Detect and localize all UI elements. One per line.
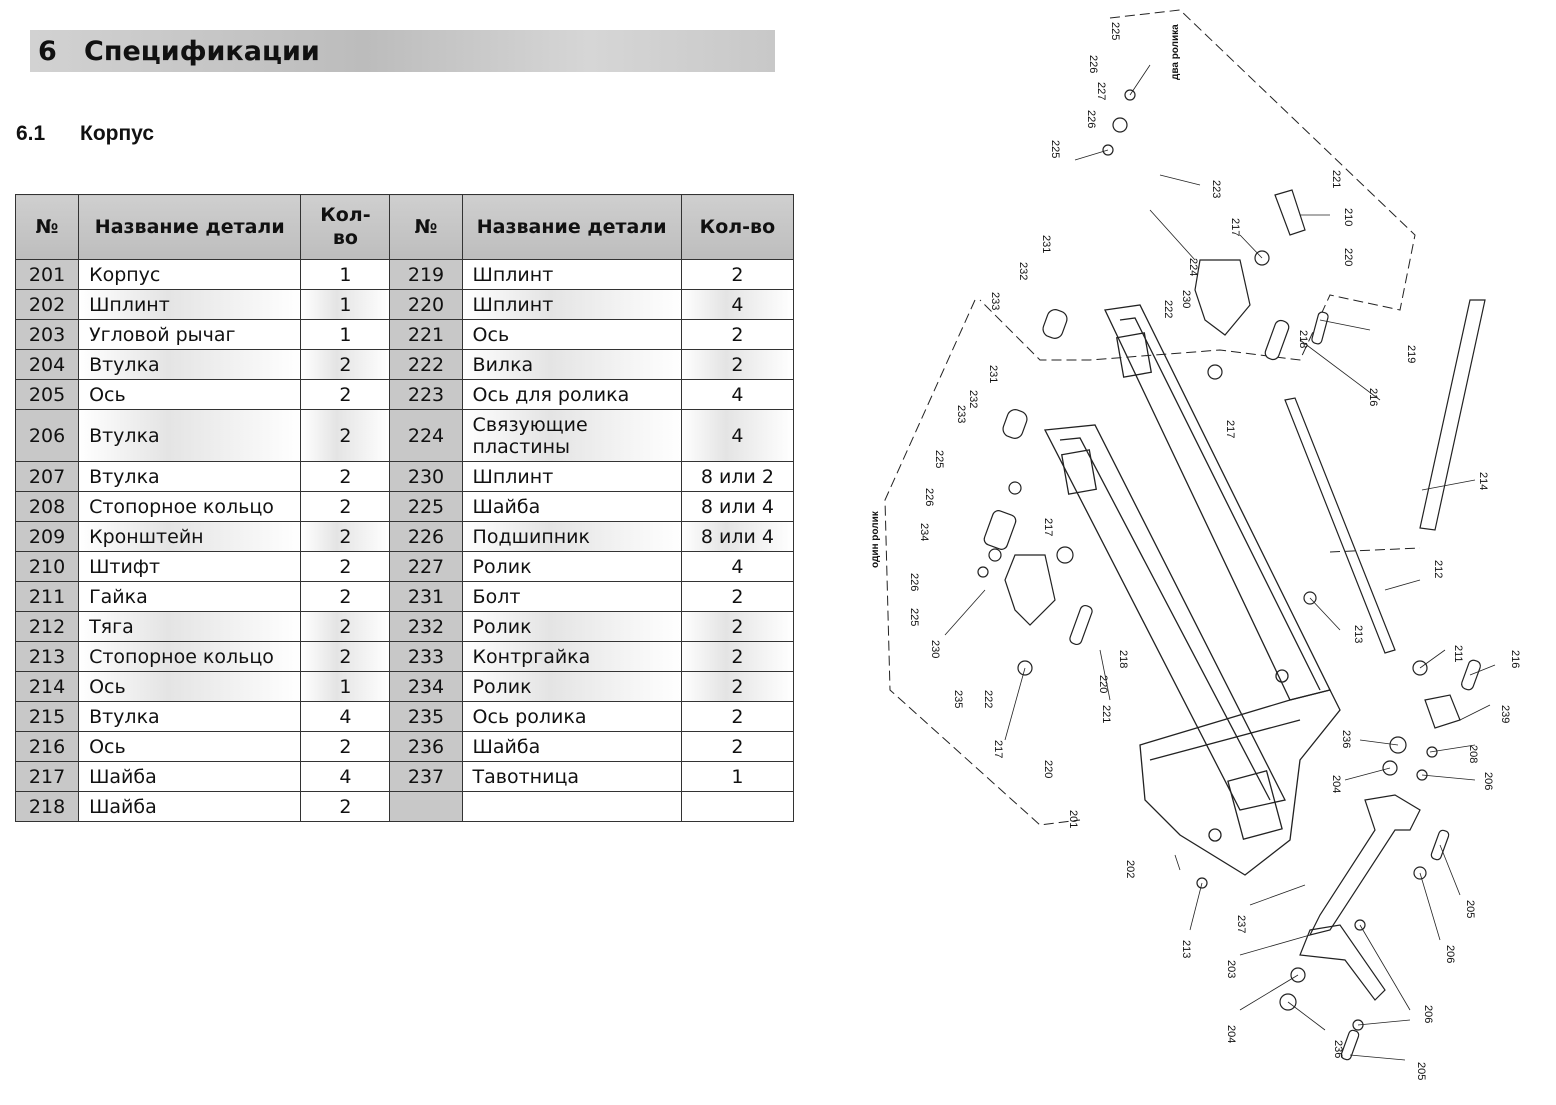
part-quantity: 2 (681, 350, 793, 380)
part-number: 204 (16, 350, 79, 380)
part-name: Ось (79, 732, 301, 762)
part-name: Шайба (79, 792, 301, 822)
callout-number: 216 (1509, 650, 1521, 669)
part-quantity: 2 (681, 260, 793, 290)
part-number: 216 (16, 732, 79, 762)
callout-number: 234 (918, 523, 930, 542)
part-number: 201 (16, 260, 79, 290)
part-name: Ось для ролика (462, 380, 681, 410)
part-number: 211 (16, 582, 79, 612)
part-quantity (681, 792, 793, 822)
part-name: Тавотница (462, 762, 681, 792)
part-name (462, 792, 681, 822)
part-name: Ось (79, 380, 301, 410)
callout-number: 210 (1342, 208, 1354, 227)
callout-number: 204 (1330, 775, 1342, 794)
callout-number: 214 (1477, 472, 1489, 491)
part-name: Шплинт (79, 290, 301, 320)
callout-number: 216 (1367, 388, 1379, 407)
part-quantity: 4 (301, 702, 390, 732)
callout-number: 226 (923, 488, 935, 507)
part-quantity: 2 (301, 462, 390, 492)
part-name: Болт (462, 582, 681, 612)
part-quantity: 2 (301, 552, 390, 582)
part-quantity: 2 (681, 582, 793, 612)
part-name: Шплинт (462, 260, 681, 290)
part-number: 222 (390, 350, 462, 380)
part-quantity: 2 (681, 320, 793, 350)
callout-number: 236 (1340, 730, 1352, 749)
part-number: 218 (16, 792, 79, 822)
callout-number: 221 (1100, 705, 1112, 724)
part-number: 237 (390, 762, 462, 792)
part-number: 235 (390, 702, 462, 732)
callout-number: 232 (967, 390, 979, 409)
table-row (16, 552, 794, 582)
callout-number: 202 (1124, 860, 1136, 879)
part-name: Корпус (79, 260, 301, 290)
chassis-frame (1045, 305, 1340, 875)
part-quantity: 2 (301, 732, 390, 762)
part-name: Шайба (79, 762, 301, 792)
callout-number: 236 (1332, 1040, 1344, 1059)
callout-number: 225 (1049, 140, 1061, 159)
part-quantity: 2 (301, 410, 390, 462)
callout-number: 204 (1225, 1025, 1237, 1044)
part-quantity: 4 (681, 552, 793, 582)
callout-number: 230 (929, 640, 941, 659)
part-quantity: 1 (301, 290, 390, 320)
callout-number: 206 (1482, 772, 1494, 791)
part-number: 232 (390, 612, 462, 642)
part-quantity: 1 (301, 672, 390, 702)
part-quantity: 2 (301, 522, 390, 552)
part-name: Угловой рычаг (79, 320, 301, 350)
callout-number: 226 (1087, 55, 1099, 74)
callout-number: 212 (1432, 560, 1444, 579)
callout-number: 208 (1467, 745, 1479, 764)
part-number: 227 (390, 552, 462, 582)
callout-number: 206 (1444, 945, 1456, 964)
part-number: 236 (390, 732, 462, 762)
table-row (16, 642, 794, 672)
part-quantity: 2 (301, 612, 390, 642)
part-name: Втулка (79, 462, 301, 492)
part-number: 219 (390, 260, 462, 290)
subsection-number: 6.1 (16, 122, 46, 145)
callout-number: 213 (1352, 625, 1364, 644)
callout-number: 225 (933, 450, 945, 469)
table-row (16, 612, 794, 642)
callout-number: 205 (1415, 1062, 1427, 1081)
callout-number: 237 (1235, 915, 1247, 934)
part-number: 205 (16, 380, 79, 410)
part-quantity: 2 (681, 612, 793, 642)
table-row (16, 762, 794, 792)
table-row (16, 792, 794, 822)
part-number: 223 (390, 380, 462, 410)
part-name: Шайба (462, 732, 681, 762)
table-row (16, 492, 794, 522)
part-name: Кронштейн (79, 522, 301, 552)
part-number: 213 (16, 642, 79, 672)
header-no: № (16, 195, 79, 260)
boundary-one-roller (885, 300, 1080, 825)
label-one-roller: один ролик (870, 511, 881, 568)
part-name: Ось (79, 672, 301, 702)
part-quantity: 2 (301, 642, 390, 672)
header-name: Название детали (79, 195, 301, 260)
header-name: Название детали (462, 195, 681, 260)
part-number: 208 (16, 492, 79, 522)
callout-number: 217 (1224, 420, 1236, 439)
part-number: 217 (16, 762, 79, 792)
part-number: 207 (16, 462, 79, 492)
part-quantity: 2 (301, 492, 390, 522)
part-number: 234 (390, 672, 462, 702)
part-quantity: 2 (681, 672, 793, 702)
part-name: Штифт (79, 552, 301, 582)
callout-number: 226 (1085, 110, 1097, 129)
part-number: 206 (16, 410, 79, 462)
parts-table (15, 194, 794, 822)
table-row (16, 410, 794, 462)
part-name: Шплинт (462, 462, 681, 492)
part-number: 221 (390, 320, 462, 350)
callout-number: 218 (1297, 330, 1309, 349)
callout-number: 213 (1180, 940, 1192, 959)
part-name: Шплинт (462, 290, 681, 320)
table-row (16, 462, 794, 492)
part-number: 233 (390, 642, 462, 672)
table-row (16, 260, 794, 290)
part-number: 230 (390, 462, 462, 492)
callout-number: 201 (1067, 810, 1079, 829)
callout-number: 235 (952, 690, 964, 709)
callout-number: 217 (1042, 518, 1054, 537)
callout-number: 239 (1499, 705, 1511, 724)
callout-number: 227 (1095, 82, 1107, 101)
table-row (16, 522, 794, 552)
part-number: 203 (16, 320, 79, 350)
part-name: Гайка (79, 582, 301, 612)
section-title: Спецификации (84, 35, 320, 67)
callout-number: 211 (1452, 645, 1464, 663)
rods (1275, 190, 1485, 653)
part-number: 202 (16, 290, 79, 320)
subsection-heading (16, 122, 154, 146)
part-quantity: 4 (681, 380, 793, 410)
callout-number: 220 (1342, 248, 1354, 267)
callout-number: 222 (1162, 300, 1174, 319)
table-row (16, 672, 794, 702)
part-name: Втулка (79, 702, 301, 732)
part-quantity: 2 (301, 350, 390, 380)
section-heading (30, 30, 775, 72)
part-name: Ролик (462, 552, 681, 582)
callout-number: 225 (1109, 22, 1121, 41)
boundary-two-rollers (980, 10, 1415, 360)
callout-number: 224 (1187, 258, 1199, 277)
header-qty: Кол-во (681, 195, 793, 260)
part-quantity: 1 (681, 762, 793, 792)
callout-number: 221 (1330, 170, 1342, 189)
part-number: 224 (390, 410, 462, 462)
part-number: 212 (16, 612, 79, 642)
callout-number: 220 (1042, 760, 1054, 779)
table-row (16, 380, 794, 410)
callout-number: 206 (1422, 1005, 1434, 1024)
part-name: Стопорное кольцо (79, 492, 301, 522)
part-name: Шайба (462, 492, 681, 522)
part-name: Связующие пластины (462, 410, 681, 462)
callout-number: 233 (989, 292, 1001, 311)
subsection-title: Корпус (80, 122, 154, 145)
part-quantity: 8 или 4 (681, 522, 793, 552)
section-number: 6 (38, 35, 57, 67)
part-quantity: 2 (301, 582, 390, 612)
part-quantity: 2 (681, 702, 793, 732)
part-name: Ось (462, 320, 681, 350)
part-name: Ось ролика (462, 702, 681, 732)
part-name: Втулка (79, 410, 301, 462)
callout-number: 231 (1040, 235, 1052, 254)
callout-number: 205 (1464, 900, 1476, 919)
callout-number: 218 (1117, 650, 1129, 669)
part-quantity: 4 (681, 290, 793, 320)
leader-lines (945, 65, 1495, 1060)
callout-number: 223 (1210, 180, 1222, 199)
part-quantity: 1 (301, 320, 390, 350)
part-number: 220 (390, 290, 462, 320)
part-name: Подшипник (462, 522, 681, 552)
table-row (16, 350, 794, 380)
part-quantity: 8 или 2 (681, 462, 793, 492)
header-no: № (390, 195, 462, 260)
callout-number: 217 (992, 740, 1004, 759)
part-quantity: 2 (681, 732, 793, 762)
part-name: Ролик (462, 612, 681, 642)
part-quantity: 1 (301, 260, 390, 290)
callout-number: 217 (1229, 218, 1241, 237)
callout-number: 232 (1017, 262, 1029, 281)
part-quantity: 4 (301, 762, 390, 792)
part-number: 210 (16, 552, 79, 582)
table-row (16, 290, 794, 320)
part-number: 226 (390, 522, 462, 552)
part-quantity: 2 (301, 380, 390, 410)
callout-number: 203 (1225, 960, 1237, 979)
part-name: Контргайка (462, 642, 681, 672)
callout-number: 219 (1405, 345, 1417, 364)
table-row (16, 732, 794, 762)
part-number: 215 (16, 702, 79, 732)
part-number: 214 (16, 672, 79, 702)
part-quantity: 4 (681, 410, 793, 462)
part-name: Стопорное кольцо (79, 642, 301, 672)
exploded-parts-diagram (860, 0, 1556, 1105)
part-quantity: 2 (681, 642, 793, 672)
callout-number: 231 (987, 365, 999, 384)
part-quantity: 2 (301, 792, 390, 822)
callout-number: 222 (982, 690, 994, 709)
table-header-row (16, 195, 794, 260)
part-quantity: 8 или 4 (681, 492, 793, 522)
callout-number: 230 (1180, 290, 1192, 309)
part-number: 225 (390, 492, 462, 522)
header-qty: Кол-во (301, 195, 390, 260)
part-name: Вилка (462, 350, 681, 380)
table-row (16, 582, 794, 612)
table-row (16, 320, 794, 350)
callout-number: 226 (908, 573, 920, 592)
table-row (16, 702, 794, 732)
callout-number: 233 (955, 405, 967, 424)
callout-number: 225 (908, 608, 920, 627)
callout-number: 220 (1097, 675, 1109, 694)
part-name: Втулка (79, 350, 301, 380)
part-number: 209 (16, 522, 79, 552)
part-name: Тяга (79, 612, 301, 642)
label-two-rollers: два ролика (1170, 24, 1181, 80)
part-number (390, 792, 462, 822)
part-name: Ролик (462, 672, 681, 702)
part-number: 231 (390, 582, 462, 612)
